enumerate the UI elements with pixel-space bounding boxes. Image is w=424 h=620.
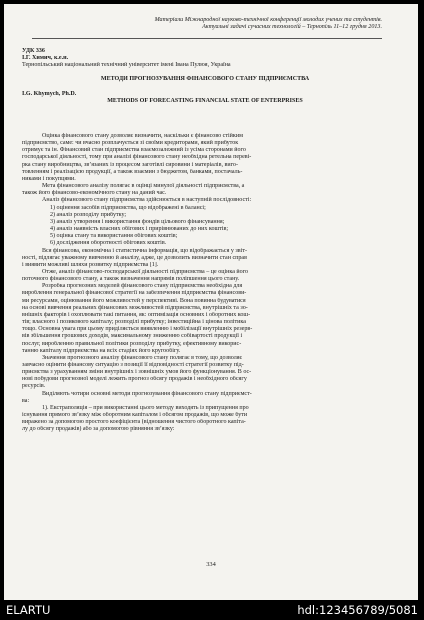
- body-line: підприємство, саме: чи вчасно розплачується зі своїми кредиторами, який прибуток: [22, 140, 239, 147]
- body-line: Отже, аналіз фінансово-господарської діяльності підприємства – це оцінка його: [42, 268, 249, 275]
- affiliation: Тернопільський національний технічний університет імені Івана Пулюя, Україна: [22, 62, 231, 69]
- repository-label: ELARTU: [6, 603, 51, 617]
- header-line: Актуальні задачі сучасних технологій – Тернопіль 11–12 грудня 2013.: [202, 24, 382, 30]
- body-line: Вся фінансова, економічна і статистична інформація, що відображається у звіт-: [42, 247, 247, 254]
- body-line: вироблення генеральної фінансової стратегії на забезпечення підприємства фінансови-: [22, 290, 247, 297]
- handle-id: hdl:123456789/5081: [297, 603, 418, 617]
- body-line: ресурсів.: [22, 383, 46, 390]
- body-line: ми ресурсами, оцінювання його можливостей у перспективі. Вона повинна будуватися: [22, 297, 246, 304]
- page-number: 334: [206, 561, 216, 568]
- header-line: Матеріали Міжнародної науково-технічної конференції молодих учених та студентів.: [154, 17, 382, 23]
- body-line: ності, підлягає уважному вивченню й аналізу, адже, це дозволить визначити стан справ: [22, 254, 247, 261]
- list-item: 4) аналіз наявність власних обігових і прирівнюваних до них коштів;: [50, 226, 229, 233]
- body-line: також його фінансово-економічного стану на даний час.: [22, 190, 167, 197]
- body-line: послуг, виробленню правильної політики розподілу прибутку, ефективному викорис-: [22, 340, 242, 347]
- viewer-footer: [0, 601, 424, 620]
- body-line: лу до обсягу продажів) або за допомогою рівняння зв’язку:: [22, 426, 175, 433]
- document-page: [4, 4, 418, 600]
- header-rule: [32, 38, 382, 39]
- body-line: на основі вивчення реальних фінансових можливостей підприємства, внутрішніх та зо-: [22, 304, 248, 311]
- body-line: ва:: [22, 397, 30, 404]
- body-line: товленням і реалізацією продукції, а також взаємин з бюджетом, банками, постачаль-: [22, 168, 243, 175]
- body-line: внішніх факторів і охоплювати такі питання, як: оптимізація основних і оборотних кош-: [22, 311, 251, 318]
- body-line: никами і покупцями.: [22, 175, 76, 182]
- list-item: 6) дослідження оборотності обігових коштів.: [50, 240, 167, 247]
- body-line: Мета фінансового аналізу полягає в оцінці минулої діяльності підприємства, а: [42, 183, 245, 190]
- author-ua: І.Г. Химич, к.е.н.: [22, 55, 69, 62]
- body-line: Розробка прогнозних моделей фінансового стану підприємства необхідна для: [42, 283, 243, 290]
- body-line: і виявити можливі шляхи розвитку підприємства [1].: [22, 261, 159, 268]
- body-line: рка стану виробництва, зв’язаних із процесом заготівлі сировини і матеріалів, виго-: [22, 161, 238, 168]
- body-line: Значення прогнозного аналізу фінансового стану полягає в тому, що дозволяє: [42, 354, 243, 361]
- body-line: виражено за допомогою простого коефіцієнта (відношення чистого оборотного капіта-: [22, 419, 246, 426]
- body-line: тощо. Основна увага при цьому приділяється виявленню і мобілізації внутрішніх резерв-: [22, 326, 253, 333]
- list-item: 5) оцінка стану та використання обігових коштів;: [50, 233, 178, 240]
- body-line: завчасно оцінити фінансову ситуацію з позиції її відповідності стратегії розвитку під-: [22, 362, 244, 368]
- body-line: приємства з урахуванням зміни внутрішніх і зовнішніх умов його функціонування. В ос-: [22, 369, 252, 376]
- running-header: [54, 17, 382, 31]
- body-line: Аналіз фінансового стану підприємства здійснюється в наступній послідовності:: [42, 197, 252, 204]
- body-line: отримує та ін. Фінансовий стан підприємства взаємозалежний із усіма сторонами його: [22, 147, 246, 154]
- article-body: [22, 133, 388, 434]
- list-item: 3) аналіз утворення і використання фондів цільового фінансування;: [50, 218, 225, 225]
- body-line: 1). Екстраполяція – при використанні цього методу виходять із припущення про: [42, 404, 249, 411]
- body-line: існування прямого зв’язку між оборотним капіталом і обсягом продажів, що може бути: [22, 412, 248, 419]
- author-en: I.G. Khymych, Ph.D.: [22, 90, 77, 97]
- list-item: 1) оцінення засобів підприємства, що відображені в балансі;: [50, 204, 206, 211]
- body-line: нові побудови прогнозної моделі лежить прогноз обсягу продажів і необхідного обсягу: [22, 376, 247, 383]
- title-ua: МЕТОДИ ПРОГНОЗУВАННЯ ФІНАНСОВОГО СТАНУ ПІДПРИЄМСТВА: [100, 76, 310, 83]
- title-en: METHODS OF FORECASTING FINANCIAL STATE OF ENTERPRISES: [107, 97, 303, 104]
- body-line: господарської діяльності, тому при аналізі фінансового стану необхідна ретельна переві-: [22, 154, 252, 161]
- udk-code: УДК 336: [22, 48, 45, 54]
- front-matter: [22, 48, 388, 105]
- body-line: тів; власного і позикового капіталу; розподілі прибутку; інвестиційна і цінова політика: [22, 319, 246, 326]
- body-line: Оцінка фінансового стану дозволяє визначити, наскільки є фінансово стійким: [42, 133, 243, 139]
- body-line: Виділяють чотири основні методи прогнозування фінансового стану підприємст-: [42, 390, 252, 397]
- body-line: поточного фінансового стану, а також визначення напрямів поліпшення цього стану.: [22, 276, 240, 283]
- body-line: танню капіталу підприємства на всіх стадіях його кругообігу.: [22, 347, 181, 354]
- body-line: вів збільшення грошових доходів, максимальному зниженню собівартості продукції і: [22, 333, 243, 340]
- list-item: 2) аналіз розподілу прибутку;: [50, 211, 127, 218]
